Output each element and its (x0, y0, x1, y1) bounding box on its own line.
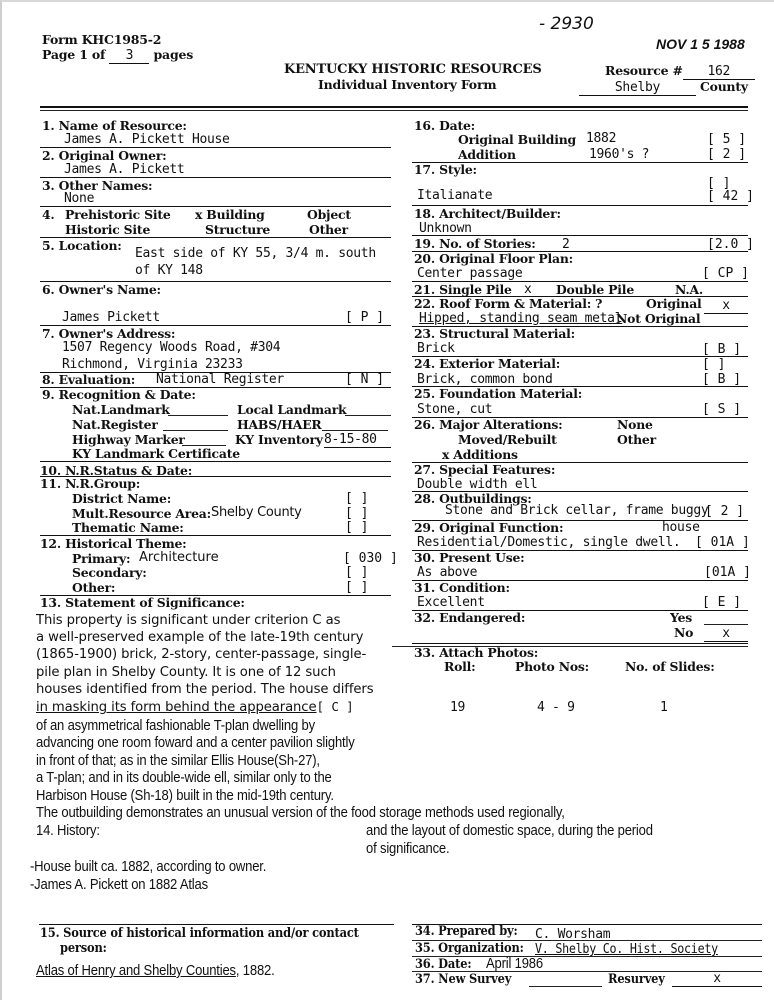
prehistoric-site-option: Prehistoric Site (65, 207, 171, 222)
building-option-checked: x Building (195, 207, 265, 222)
na-label: N.A. (675, 282, 703, 297)
stories-value: 2 (562, 237, 570, 252)
new-survey-blank[interactable] (529, 986, 602, 987)
significance-text-block-2 (36, 718, 565, 822)
roll-value: 19 (450, 700, 466, 715)
addition-year: 1960's ? (589, 147, 673, 163)
addition-label: Addition (458, 147, 516, 162)
floor-plan-code: [ CP ] (702, 266, 749, 281)
field-34-label: 34. Prepared by: (415, 924, 518, 939)
significance-line: (1865-1900) brick, 2-story, center-passage, single- (36, 647, 367, 663)
field-1-label: 1. Name of Resource: (42, 118, 187, 133)
other-theme-label: Other: (72, 580, 116, 595)
form-title: KENTUCKY HISTORIC RESOURCES (284, 62, 542, 77)
double-pile-label: Double Pile (556, 282, 635, 297)
highway-marker-label: Highway Marker (72, 432, 185, 447)
alterations-other: Other (617, 432, 656, 447)
object-option: Object (307, 207, 351, 222)
photo-nos-label: Photo Nos: (515, 659, 590, 674)
roof-original-mark: x (704, 298, 748, 314)
field-19-label: 19. No. of Stories: (414, 236, 536, 251)
handwritten-number: - 2930 (539, 14, 594, 34)
field-32-label: 32. Endangered: (414, 610, 526, 625)
location-line-1: East side of KY 55, 3/4 m. south (135, 246, 376, 261)
field-13-label: 13. Statement of Significance: (40, 595, 245, 610)
history-line-1: -House built ca. 1882, according to owner. (30, 859, 267, 875)
page-total: 3 (109, 48, 149, 64)
form-id: Form KHC1985-2 (42, 32, 162, 47)
significance-line: houses identified from the period. The house differs (36, 681, 374, 697)
field-15-label-2: person: (60, 941, 107, 956)
style-code: [ 42 ] (707, 189, 754, 204)
evaluation-value: National Register (156, 372, 284, 387)
significance-line: advancing one room foward and a center pavilion slightly (36, 735, 355, 752)
ky-inventory-label: KY Inventory (235, 432, 323, 447)
original-owner-value: James A. Pickett (64, 162, 185, 177)
field-4-number: 4. (42, 207, 55, 222)
field-15-label: 15. Source of historical information and/or contact (40, 926, 359, 941)
alterations-additions-checked: x Additions (442, 447, 518, 462)
owner-code: [ P ] (345, 310, 385, 325)
roll-label: Roll: (444, 659, 476, 674)
form-subtitle: Individual Inventory Form (318, 77, 497, 92)
secondary-theme-code: [ ] (345, 565, 369, 580)
history-line-2: -James A. Pickett on 1882 Atlas (30, 877, 208, 893)
field-18-label: 18. Architect/Builder: (414, 206, 561, 221)
other-names-value: None (64, 191, 95, 206)
photo-nos-value: 4 - 9 (537, 700, 575, 715)
habs-haer-label: HABS/HAER (237, 417, 322, 432)
field-2-label: 2. Original Owner: (42, 148, 167, 163)
secondary-theme-label: Secondary: (72, 565, 147, 580)
field-7-label: 7. Owner's Address: (42, 326, 176, 341)
field-24-label: 24. Exterior Material: (414, 356, 561, 371)
significance-line-criterion (36, 698, 373, 716)
divider (40, 461, 391, 462)
resurvey-mark: x (672, 971, 762, 987)
resource-number: 162 (683, 64, 755, 80)
address-line-1: 1507 Regency Woods Road, #304 (62, 340, 281, 355)
thematic-code: [ ] (345, 520, 369, 535)
resurvey-label: Resurvey (608, 972, 665, 987)
exterior-material-value: Brick, common bond (417, 372, 553, 387)
location-line-2: of KY 148 (135, 263, 203, 278)
header-rule (40, 106, 748, 108)
source-year: , 1882. (235, 963, 275, 979)
exterior-material-code: [ B ] (702, 372, 742, 387)
present-use-value: As above (417, 565, 478, 580)
local-landmark-label: Local Landmark (237, 402, 347, 417)
exterior-code-blank: [ ] (702, 357, 726, 372)
field-27-label: 27. Special Features: (414, 462, 556, 477)
original-building-year: 1882 (586, 131, 617, 146)
significance-line: pile plan in Shelby County. It is one of 12 such (36, 664, 336, 680)
field-11-label: 11. N.R.Group: (40, 476, 141, 491)
field-10-label: 10. N.R.Status & Date: (40, 463, 193, 478)
address-line-2: Richmond, Virginia 23233 (62, 357, 243, 372)
field-14-label: 14. History: (36, 823, 100, 839)
nat-register-blank[interactable] (163, 430, 228, 431)
significance-line: of an asymmetrical fashionable T-plan dwelling by (36, 718, 315, 734)
thematic-name-label: Thematic Name: (72, 520, 184, 535)
evaluation-code: [ N ] (345, 372, 385, 387)
significance-line: a well-preserved example of the late-19th century (36, 630, 364, 646)
endangered-no-label: No (674, 625, 694, 640)
condition-code: [ E ] (702, 595, 742, 610)
field-3-label: 3. Other Names: (42, 178, 153, 193)
field-25-label: 25. Foundation Material: (414, 386, 583, 401)
significance-line: Harbison House (Sh-18) built in the mid-19th century. (36, 787, 334, 804)
field-12-label: 12. Historical Theme: (40, 536, 187, 551)
field-17-label: 17. Style: (414, 162, 477, 177)
field-29-label: 29. Original Function: (414, 520, 564, 535)
county-value: Shelby (579, 80, 696, 96)
structural-material-value: Brick (417, 341, 455, 356)
roof-value: Hipped, standing seam metal (419, 311, 623, 326)
endangered-yes-label: Yes (670, 610, 693, 625)
significance-line: in masking its form behind the appearance (36, 700, 317, 716)
foundation-value: Stone, cut (417, 402, 493, 417)
field-33-label: 33. Attach Photos: (414, 645, 539, 660)
primary-theme-value: Architecture (139, 550, 219, 565)
resource-number-field: Resource # 162 (605, 63, 755, 80)
architect-value: Unknown (419, 221, 472, 236)
ky-inventory-date: 8-15-80 (324, 432, 391, 448)
nat-register-label: Nat.Register (72, 417, 158, 432)
original-function-extra: house (662, 520, 700, 535)
date-prepared-value: April 1986 (486, 956, 543, 972)
other-theme-code: [ ] (345, 580, 369, 595)
mult-resource-label: Mult.Resource Area: (72, 506, 211, 521)
significance-line: and the layout of domestic space, during the period (366, 823, 653, 839)
roof-original-label: Original (646, 296, 702, 311)
field-8-label: 8. Evaluation: (42, 372, 136, 387)
primary-theme-label: Primary: (72, 551, 131, 566)
page-count: Page 1 of 3 pages (42, 47, 194, 63)
field-16-label: 16. Date: (414, 118, 476, 133)
significance-line: in front of that; as in the similar Ellis House(Sh-27), (36, 752, 320, 769)
field-9-label: 9. Recognition & Date: (42, 387, 196, 402)
historical-source-value (36, 963, 275, 979)
ky-landmark-certificate-label: KY Landmark Certificate (72, 446, 240, 461)
nat-landmark-label: Nat.Landmark (72, 402, 170, 417)
style-value: Italianate (417, 188, 493, 203)
local-landmark-blank[interactable] (345, 415, 391, 416)
mult-resource-value: Shelby County (211, 505, 302, 520)
primary-theme-code: [ 030 ] (343, 551, 398, 566)
significance-text-block-1 (36, 612, 373, 716)
significance-line: a T-plan; and in its double-wide ell, similar only to the (36, 770, 332, 787)
original-building-code: [ 5 ] (707, 132, 747, 147)
prepared-by-value: C. Worsham (535, 927, 611, 942)
alterations-moved: Moved/Rebuilt (458, 432, 557, 447)
historic-site-option: Historic Site (65, 222, 151, 237)
source-title: Atlas of Henry and Shelby Counties (36, 963, 236, 979)
field-35-label: 35. Organization: (415, 941, 524, 956)
endangered-no-mark: x (704, 626, 748, 642)
present-use-code: [01A ] (704, 565, 751, 580)
field-31-label: 31. Condition: (414, 580, 510, 595)
special-features-value: Double width ell (417, 477, 538, 492)
original-function-value: Residential/Domestic, single dwell. (417, 535, 681, 550)
date-received-stamp: NOV 1 5 1988 (656, 36, 745, 52)
divider (412, 643, 748, 644)
habs-haer-blank[interactable] (322, 430, 388, 431)
slides-value: 1 (660, 700, 668, 715)
field-28-label: 28. Outbuildings: (414, 491, 532, 506)
significance-line: The outbuilding demonstrates an unusual version of the food storage methods used regionally, (36, 805, 565, 822)
header-rule-2 (40, 110, 748, 111)
roof-not-original-label: Not Original (616, 311, 701, 326)
significance-line: This property is significant under criterion C as (36, 613, 341, 628)
field-22-label: 22. Roof Form & Material: ? (414, 296, 603, 311)
original-function-code: [ 01A ] (695, 535, 750, 550)
single-pile-mark: x (524, 282, 532, 297)
field-20-label: 20. Original Floor Plan: (414, 251, 574, 266)
divider (39, 924, 394, 925)
district-name-label: District Name: (72, 491, 172, 506)
mult-resource-code: [ ] (345, 506, 369, 521)
field-23-label: 23. Structural Material: (414, 326, 576, 341)
field-5-label: 5. Location: (42, 238, 122, 253)
structural-material-code: [ B ] (702, 342, 742, 357)
county-field: Shelby County (579, 78, 748, 96)
foundation-code: [ S ] (702, 402, 742, 417)
original-building-label: Original Building (458, 132, 576, 147)
field-36-label: 36. Date: (415, 957, 472, 972)
endangered-yes-blank[interactable] (704, 624, 748, 625)
field-6-label: 6. Owner's Name: (42, 282, 161, 297)
field-37-label: 37. New Survey (415, 972, 512, 987)
addition-code: [ 2 ] (707, 147, 747, 162)
criterion-code: [ C ] (316, 699, 354, 715)
other-option: Other (309, 222, 348, 237)
nat-landmark-blank[interactable] (168, 415, 228, 416)
resource-name-value: James A. Pickett House (64, 132, 230, 147)
outbuildings-value: Stone and Brick cellar, frame buggy (445, 503, 709, 518)
stories-code: [2.0 ] (707, 237, 754, 252)
condition-value: Excellent (417, 595, 485, 610)
outbuildings-code: [ 2 ] (705, 504, 745, 519)
field-21-label: 21. Single Pile (414, 282, 512, 297)
organization-value: V. Shelby Co. Hist. Society (535, 942, 718, 957)
significance-line: of significance. (366, 841, 450, 857)
alterations-none: None (617, 417, 653, 432)
style-code-blank: [ ] (707, 176, 731, 191)
district-code: [ ] (345, 491, 369, 506)
field-30-label: 30. Present Use: (414, 550, 525, 565)
owner-name-value: James Pickett (62, 310, 160, 325)
structure-option: Structure (205, 222, 271, 237)
slides-label: No. of Slides: (625, 659, 715, 674)
floor-plan-value: Center passage (417, 266, 523, 281)
field-26-label: 26. Major Alterations: (414, 417, 563, 432)
